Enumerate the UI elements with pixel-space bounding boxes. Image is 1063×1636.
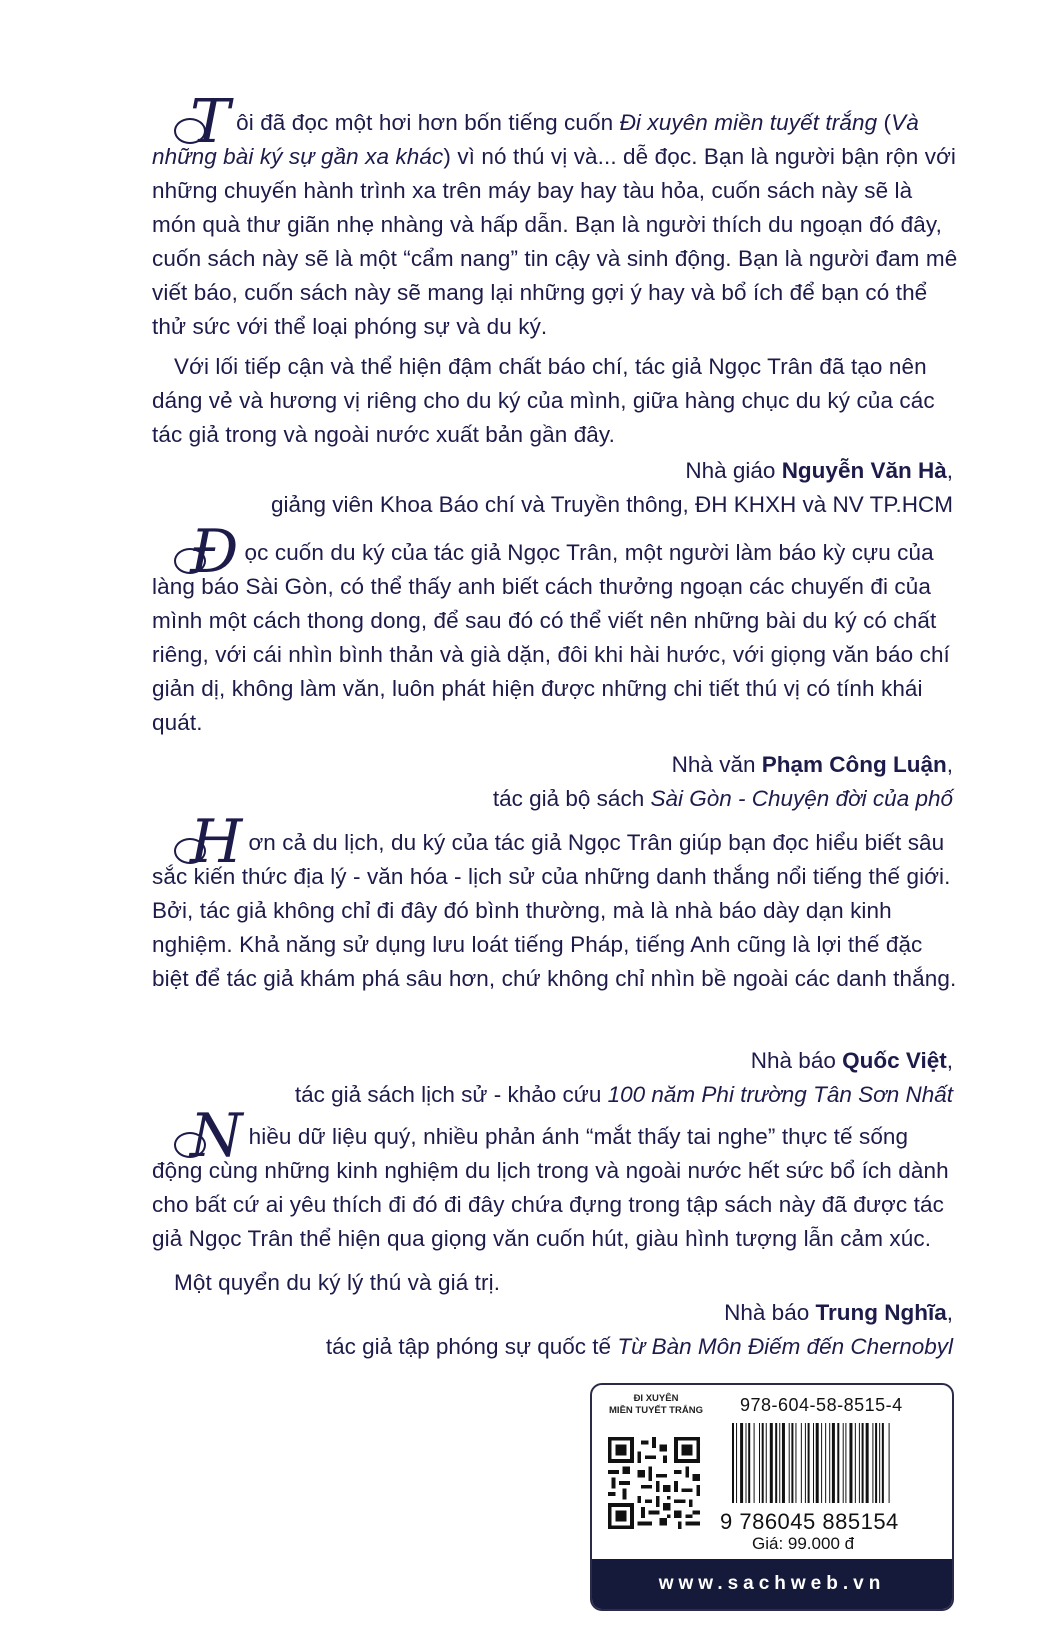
reviewer-name: Quốc Việt xyxy=(842,1048,947,1073)
qr-caption: ĐI XUYÊN MIỀN TUYẾT TRẮNG xyxy=(609,1393,703,1416)
dropcap-letter: T xyxy=(174,102,230,144)
book-title: 100 năm Phi trường Tân Sơn Nhất xyxy=(607,1082,953,1107)
dropcap-letter: Đ xyxy=(174,532,239,574)
review-4-paragraph: Nhiều dữ liệu quý, nhiều phản ánh “mắt thấy tai nghe” thực tế sống động cùng những kinh nghiệm du lịch trong và ngoài nước hết sức bổ ích dành cho bất cứ ai yêu thích đi đó đi đây chứa đựng trong tập sách này đã được tác giả Ngọc Trân thể hiện qua giọng văn cuốn hút, giàu hình tượng lẫn cảm xúc. Một quyển du ký lý thú và giá trị. xyxy=(152,1101,949,1295)
book-subtitle: Và những bài ký sự gần xa khác xyxy=(152,110,919,169)
book-title: Đi xuyên miền tuyết trắng xyxy=(619,110,878,135)
dropcap-letter: N xyxy=(174,1116,243,1158)
reviewer-name: Trung Nghĩa xyxy=(815,1300,947,1325)
review-4-attribution: Nhà báo Trung Nghĩa, tác giả tập phóng sự quốc tế Từ Bàn Môn Điếm đến Chernobyl xyxy=(325,1300,953,1359)
isbn-number: 978-604-58-8515-4 xyxy=(740,1395,903,1415)
barcode-icon xyxy=(732,1423,938,1503)
review-1-paragraph xyxy=(152,87,960,344)
review-3-attribution: Nhà báo Quốc Việt, tác giả sách lịch sử - khảo cứu 100 năm Phi trường Tân Sơn Nhất xyxy=(294,1048,953,1107)
review-1-attribution: Nhà giáo Nguyễn Văn Hà, giảng viên Khoa Báo chí và Truyền thông, ĐH KHXH và NV TP.HCM xyxy=(270,458,953,517)
website-banner[interactable]: www.sachweb.vn xyxy=(592,1559,952,1609)
review-2-paragraph: Đọc cuốn du ký của tác giả Ngọc Trân, một người làm báo kỳ cựu của làng báo Sài Gòn, có thể thấy anh biết cách thưởng ngoạn các chuyến đi của mình một cách thong dong, để sau đó có thể viết nên những bài du ký có chất riêng, với cái nhìn bình thản và già dặn, đôi khi hài hước, với giọng văn báo chí giản dị, không làm văn, luôn phát hiện được những chi tiết thú vị có tính khái quát. xyxy=(152,517,950,735)
review-2-attribution: Nhà văn Phạm Công Luận, tác giả bộ sách Sài Gòn - Chuyện đời của phố xyxy=(492,752,953,811)
reviewer-name: Phạm Công Luận xyxy=(761,752,947,777)
dropcap-letter: H xyxy=(174,822,242,864)
review-1-paragraph-2: Với lối tiếp cận và thể hiện đậm chất báo chí, tác giả Ngọc Trân đã tạo nên dáng vẻ và hương vị riêng cho du ký của mình, giữa hàng chục du ký của các tác giả trong và ngoài nước xuất bản gần đây. xyxy=(152,354,935,447)
qr-code-icon xyxy=(608,1437,700,1529)
barcode-box xyxy=(590,1383,954,1611)
reviewer-name: Nguyễn Văn Hà xyxy=(781,458,947,483)
review-1-text: Tôi đã đọc một hơi hơn bốn tiếng cuốn Đi xuyên miền tuyết trắng (Và những bài ký sự gần xa khác) vì nó thú vị và... dễ đọc. Bạn là người bận rộn với những chuyến hành trình xa trên máy bay hay tàu hỏa, cuốn sách này sẽ là món quà thư giãn nhẹ nhàng và hấp dẫn. Bạn là người thích du ngoạn đó đây, cuốn sách này sẽ là một “cẩm nang” tin cậy và sinh động. Bạn là người đam mê viết báo, cuốn sách này sẽ mang lại những gợi ý hay và bổ ích để bạn có thể thử sức với thể loại phóng sự và du ký. xyxy=(152,87,958,339)
review-3-paragraph: Hơn cả du lịch, du ký của tác giả Ngọc Trân giúp bạn đọc hiểu biết sâu sắc kiến thức địa lý - văn hóa - lịch sử của những danh thắng nổi tiếng thế giới. Bởi, tác giả không chỉ đi đây đó bình thường, mà là nhà báo dày dạn kinh nghiệm. Khả năng sử dụng lưu loát tiếng Pháp, tiếng Anh cũng là lợi thế đặc biệt để tác giả khám phá sâu hơn, chứ không chỉ nhìn bề ngoài các danh thắng. xyxy=(152,807,957,991)
price-label: Giá: 99.000 đ xyxy=(752,1534,855,1553)
book-title: Sài Gòn - Chuyện đời của phố xyxy=(650,786,953,811)
barcode-digits: 9 786045 885154 xyxy=(720,1509,899,1534)
book-title: Từ Bàn Môn Điếm đến Chernobyl xyxy=(617,1334,953,1359)
